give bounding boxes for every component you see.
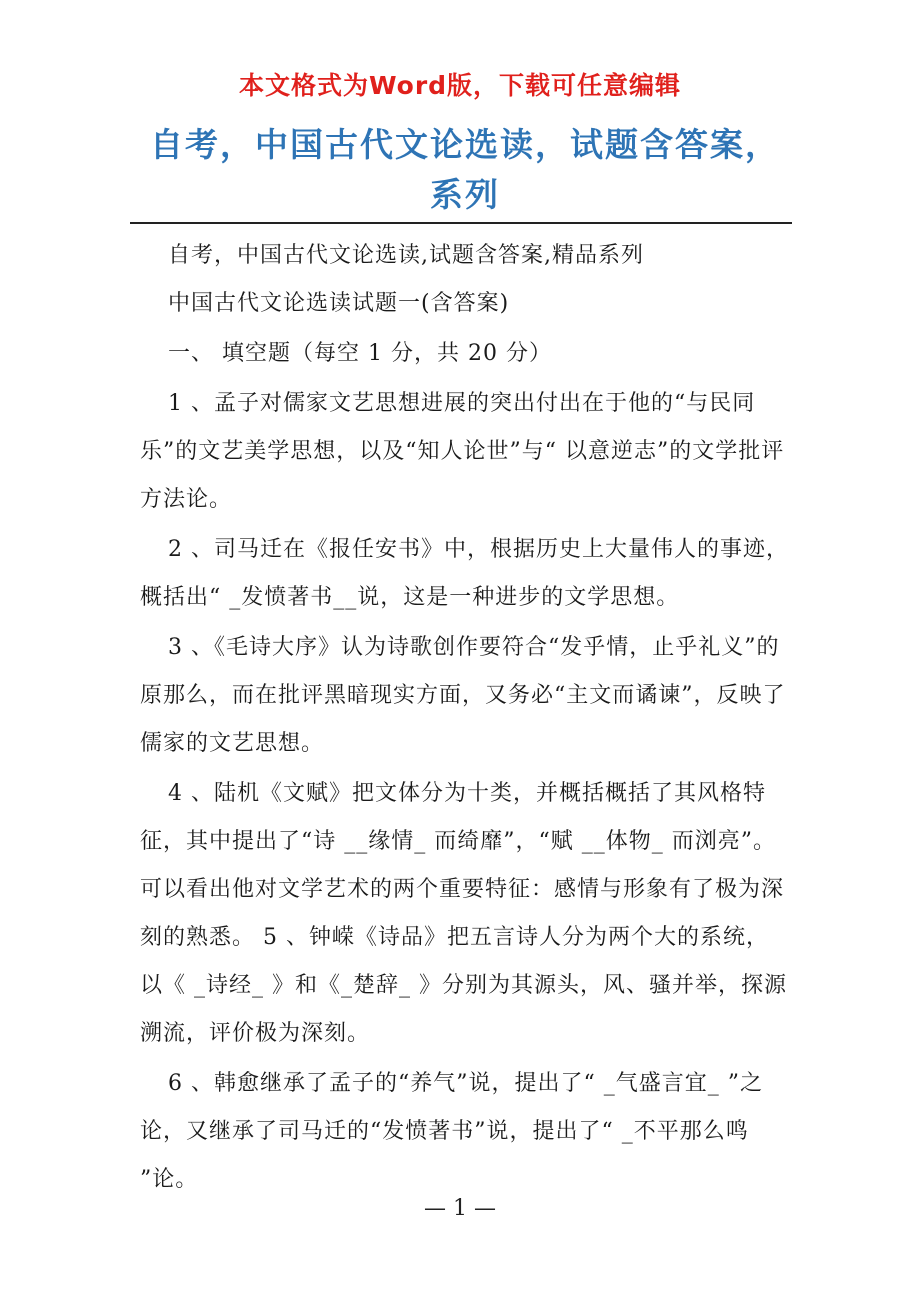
question-paragraph: 1 、孟子对儒家文艺思想进展的突出付出在于他的“与民同乐”的文艺美学思想，以及“知人论世”与“ 以意逆志”的文学批评方法论。 xyxy=(140,391,785,512)
question-paragraph: 3 、《毛诗大序》认为诗歌创作要符合“发乎情，止乎礼义”的原那么，而在批评黑暗现实方面，又务必“主文而谲谏”，反映了儒家的文艺思想。 xyxy=(140,635,786,756)
intro-line: 自考，中国古代文论选读,试题含答案,精品系列 xyxy=(168,243,644,268)
question-paragraph: 2 、司马迁在《报任安书》中，根据历史上大量伟人的事迹，概括出“ _发愤著书__说，这是一种进步的文学思想。 xyxy=(140,537,789,610)
exam-heading: 中国古代文论选读试题一(含答案) xyxy=(168,291,510,316)
section-heading: 一、 填空题（每空 1 分，共 20 分） xyxy=(168,341,552,366)
question-paragraph: 4 、陆机《文赋》把文体分为十类，并概括概括了其风格特征，其中提出了“诗 __缘情_ 而绮靡”，“赋 __体物_ 而浏亮”。可以看出他对文学艺术的两个重要特征：感情与形象有了极为深刻的熟悉。 5 、钟嵘《诗品》把五言诗人分为两个大的系统，以《 _诗经_ 》和《_楚辞_ 》分别为其源头，风、骚并举，探源溯流，评价极为深刻。 xyxy=(140,781,787,1046)
page-number: — 1 — xyxy=(424,1196,496,1221)
document-body xyxy=(140,232,790,1204)
page-title: 自考，中国古代文论选读，试题含答案，系列 xyxy=(150,125,780,214)
question-paragraph: 6 、韩愈继承了孟子的“养气”说，提出了“ _气盛言宜_ ”之论，又继承了司马迁的“发愤著书”说，提出了“ _不平那么鸣 ”论。 xyxy=(140,1071,763,1192)
title-divider xyxy=(130,222,792,224)
format-banner: 本文格式为Word版，下载可任意编辑 xyxy=(238,71,682,100)
